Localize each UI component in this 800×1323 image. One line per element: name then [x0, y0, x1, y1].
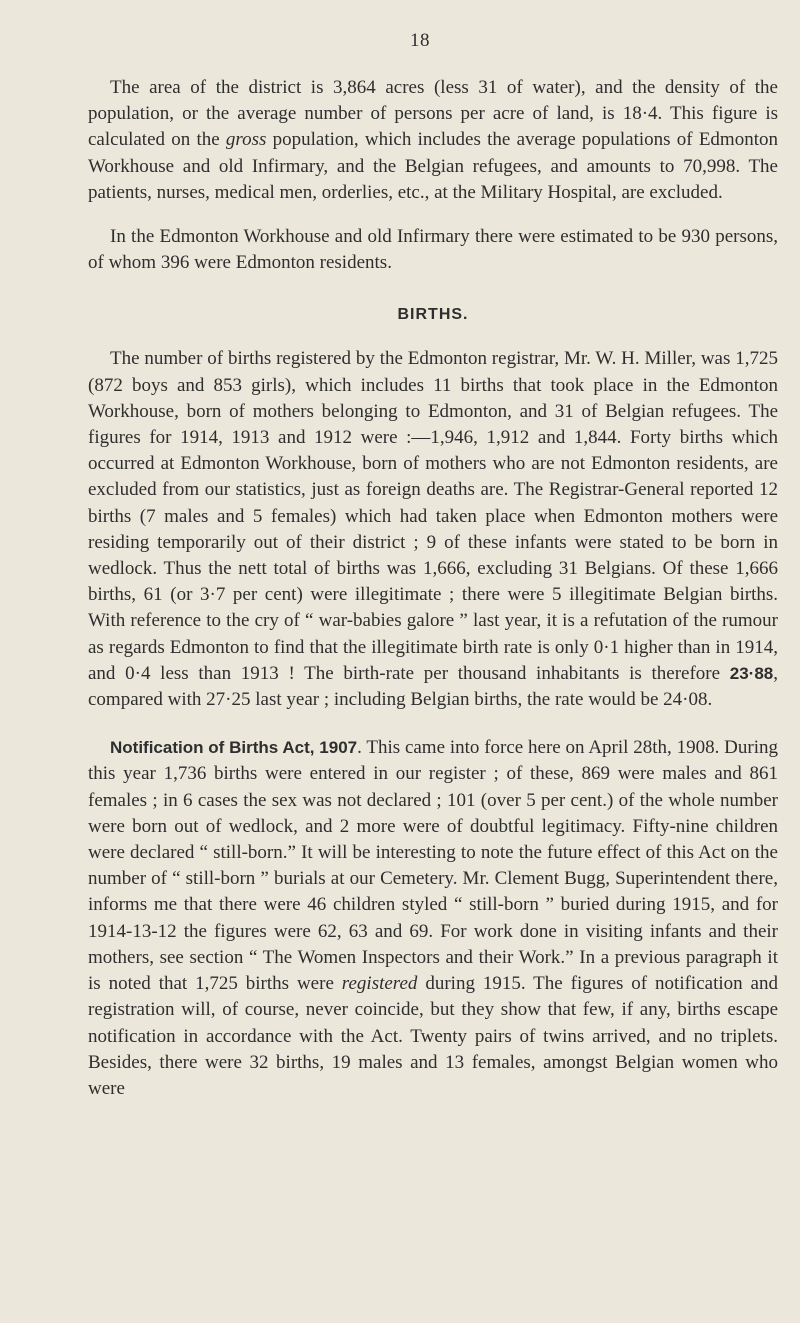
paragraph-text: The area of the district is 3,864 acres (less 31 of water), and the density of the population, or the average number of persons per acre of land, is 18·4. This figure is calculated on the — [88, 77, 778, 151]
page-number: 18 — [410, 30, 430, 51]
paragraph-notification-act — [88, 735, 778, 1102]
page-body — [88, 75, 778, 1102]
paragraph-text: during 1915. The figures of notification and registration will, of course, never coincide, but they show that few, if any, births escape notification in accordance with the Act. Twenty pairs of twins arrived, and no triplets. Besides, there were 32 births, 19 males and 13 females, amongst Belgian women who were — [88, 973, 778, 1099]
italic-word-gross: gross — [225, 129, 267, 151]
paragraph-workhouse: In the Edmonton Workhouse and old Infirmary there were estimated to be 930 persons, of whom 396 were Edmonton residents. — [88, 226, 778, 274]
italic-word-registered: registered — [341, 973, 418, 995]
subheading-notification-act: Notification of Births Act, 1907 — [110, 738, 358, 758]
paragraph-births — [88, 346, 778, 713]
paragraph-text: population, which includes the average populations of Edmonton Workhouse and old Infirmary, and the Belgian refugees, and amounts to 70,998. The patients, nurses, medical men, orderlies, etc., at the Military Hospital, are excluded. — [88, 129, 778, 203]
section-heading-births: BIRTHS. — [397, 306, 469, 324]
paragraph-population-density — [88, 75, 778, 206]
paragraph-text: The number of births registered by the Edmonton registrar, Mr. W. H. Miller, was 1,725 (872 boys and 853 girls), which includes 11 births that took place in the Edmonton Workhouse, born of mothers belonging to Edmonton, and 31 of Belgian refugees. The figures for 1914, 1913 and 1912 were :—1,946, 1,912 and 1,844. Forty births which occurred at Edmonton Workhouse, born of mothers who are not Edmonton residents, are excluded from our statistics, just as foreign deaths are. The Registrar-General reported 12 births (7 males and 5 females) which had taken place when Edmonton mothers were residing temporarily out of their district ; 9 of these infants were stated to be born in wedlock. Thus the nett total of births was 1,666, excluding 31 Belgians. Of these 1,666 births, 61 (or 3·7 per cent) were illegitimate ; there were 5 illegitimate Belgian births. With reference to the cry of “ war-babies galore ” last year, it is a refutation of the rumour as regards Edmonton to find that the illegitimate birth rate is only 0·1 higher than in 1914, and 0·4 less than 1913 ! The birth-rate per thousand inhabitants is therefore — [88, 348, 778, 684]
paragraph-text: , compared with 27·25 last year ; including Belgian births, the rate would be 24·08. — [88, 662, 778, 711]
paragraph-text: . This came into force here on April 28th, 1908. During this year 1,736 births were entered in our register ; of these, 869 were males and 861 females ; in 6 cases the sex was not declared ; 101 (over 5 per cent.) of the whole number were born out of wedlock, and 2 more were of doubtful legitimacy. Fifty-nine children were declared “ still-born.” It will be interesting to note the future effect of this Act on the number of “ still-born ” burials at our Cemetery. Mr. Clement Bugg, Superintendent there, informs me that there were 46 children styled “ still-born ” buried during 1915, and for 1914-13-12 the figures were 62, 63 and 69. For work done in visiting infants and their mothers, see section “ The Women Inspectors and their Work.” In a previous paragraph it is noted that 1,725 births were — [88, 737, 778, 995]
birth-rate-value: 23·88 — [729, 663, 774, 683]
